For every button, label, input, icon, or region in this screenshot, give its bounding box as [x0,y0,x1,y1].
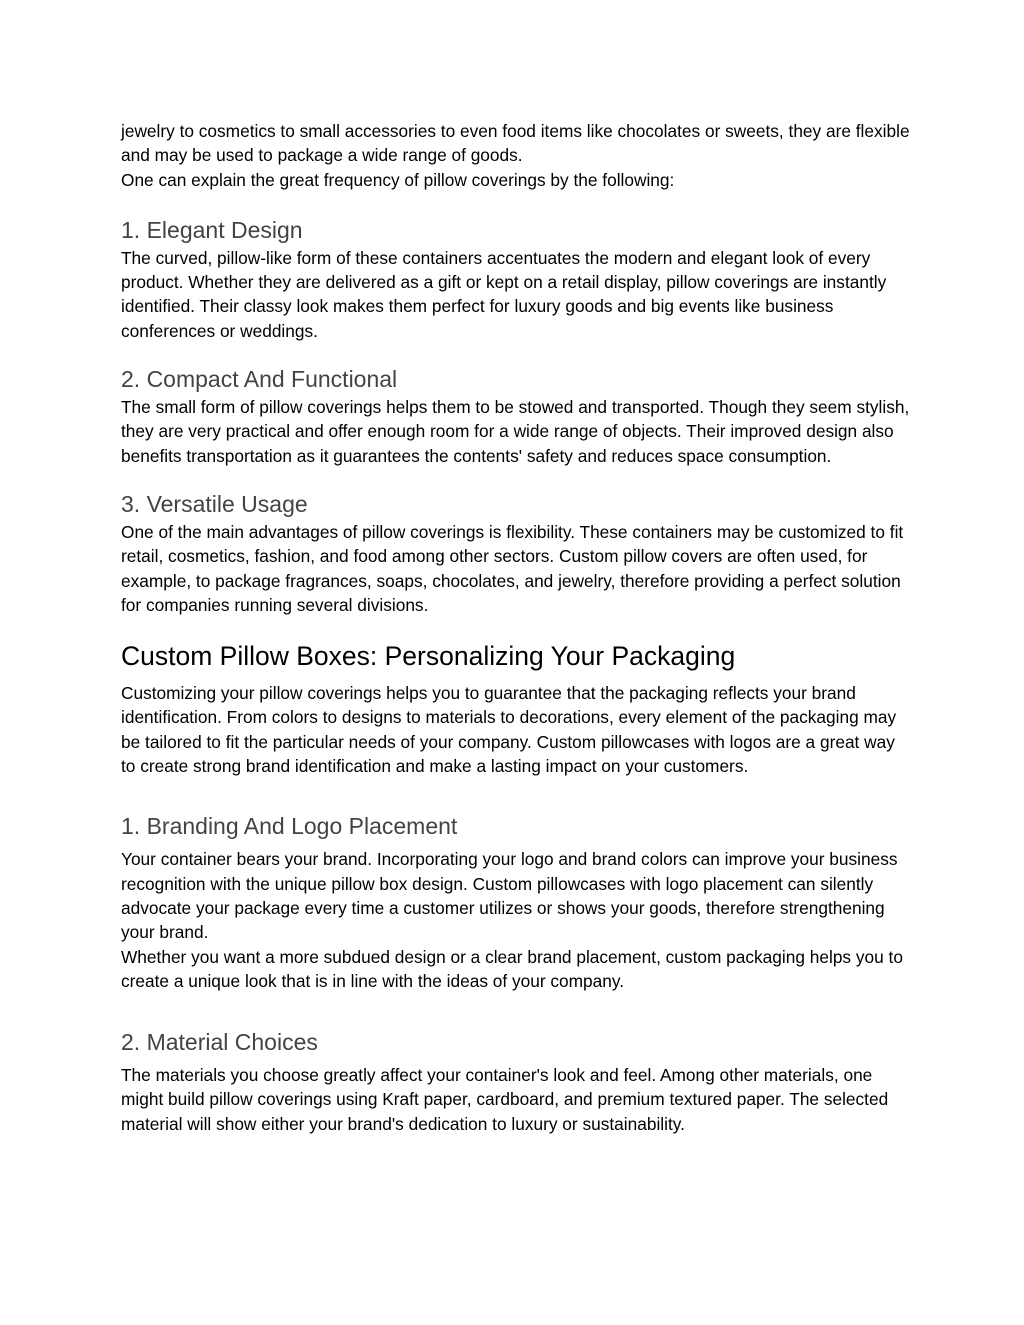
intro-paragraph: jewelry to cosmetics to small accessories to even food items like chocolates or sweets, they are flexible and may be used to package a wide range of goods. [121,121,910,166]
section-body-elegant-design: The curved, pillow-like form of these containers accentuates the modern and elegant look of every product. Whether they are delivered as a gift or kept on a retail display, pillow coverings are instantly identified. Their classy look makes them perfect for luxury goods and big events like business conferences or weddings. [121,247,887,341]
document-page [121,119,911,1136]
section-body-material-choices: The materials you choose greatly affect your container's look and feel. Among other materials, one might build pillow coverings using Kraft paper, cardboard, and premium textured paper. The selected material will show either your brand's dedication to luxury or sustainability. [121,1065,889,1134]
section-heading-versatile-usage: 3. Versatile Usage [121,490,308,517]
section-heading-compact-functional: 2. Compact And Functional [121,366,398,393]
section-body-branding-logo-2: Whether you want a more subdued design or a clear brand placement, custom packaging helps you to create a unique look that is in line with the ideas of your company. [121,946,903,991]
section-heading-elegant-design: 1. Elegant Design [121,216,303,243]
intro-lead-in: One can explain the great frequency of pillow coverings by the following: [121,169,675,190]
main-heading-custom-pillow-boxes: Custom Pillow Boxes: Personalizing Your Packaging [121,641,736,672]
section-heading-material-choices: 2. Material Choices [121,1029,318,1056]
section-body-branding-logo-1: Your container bears your brand. Incorporating your logo and brand colors can improve your business recognition with the unique pillow box design. Custom pillowcases with logo placement can silently advocate your package every time a customer utilizes or shows your goods, therefore strengthening your brand. [121,849,898,943]
section-body-versatile-usage: One of the main advantages of pillow coverings is flexibility. These containers may be customized to fit retail, cosmetics, fashion, and food among other sectors. Custom pillow covers are often used, for example, to package fragrances, soaps, chocolates, and jewelry, therefore providing a perfect solution for companies running several divisions. [121,521,904,615]
section-body-custom-pillow-boxes: Customizing your pillow coverings helps you to guarantee that the packaging reflects your brand identification. From colors to designs to materials to decorations, every element of the packaging may be tailored to fit the particular needs of your company. Custom pillowcases with logos are a great way to create strong brand identification and make a lasting impact on your customers. [121,683,897,777]
section-heading-branding-logo: 1. Branding And Logo Placement [121,813,458,840]
section-body-compact-functional: The small form of pillow coverings helps them to be stowed and transported. Though they seem stylish, they are very practical and offer enough room for a wide range of objects. Their improved design also benefits transportation as it guarantees the contents' safety and reduces space consumption. [121,397,910,466]
